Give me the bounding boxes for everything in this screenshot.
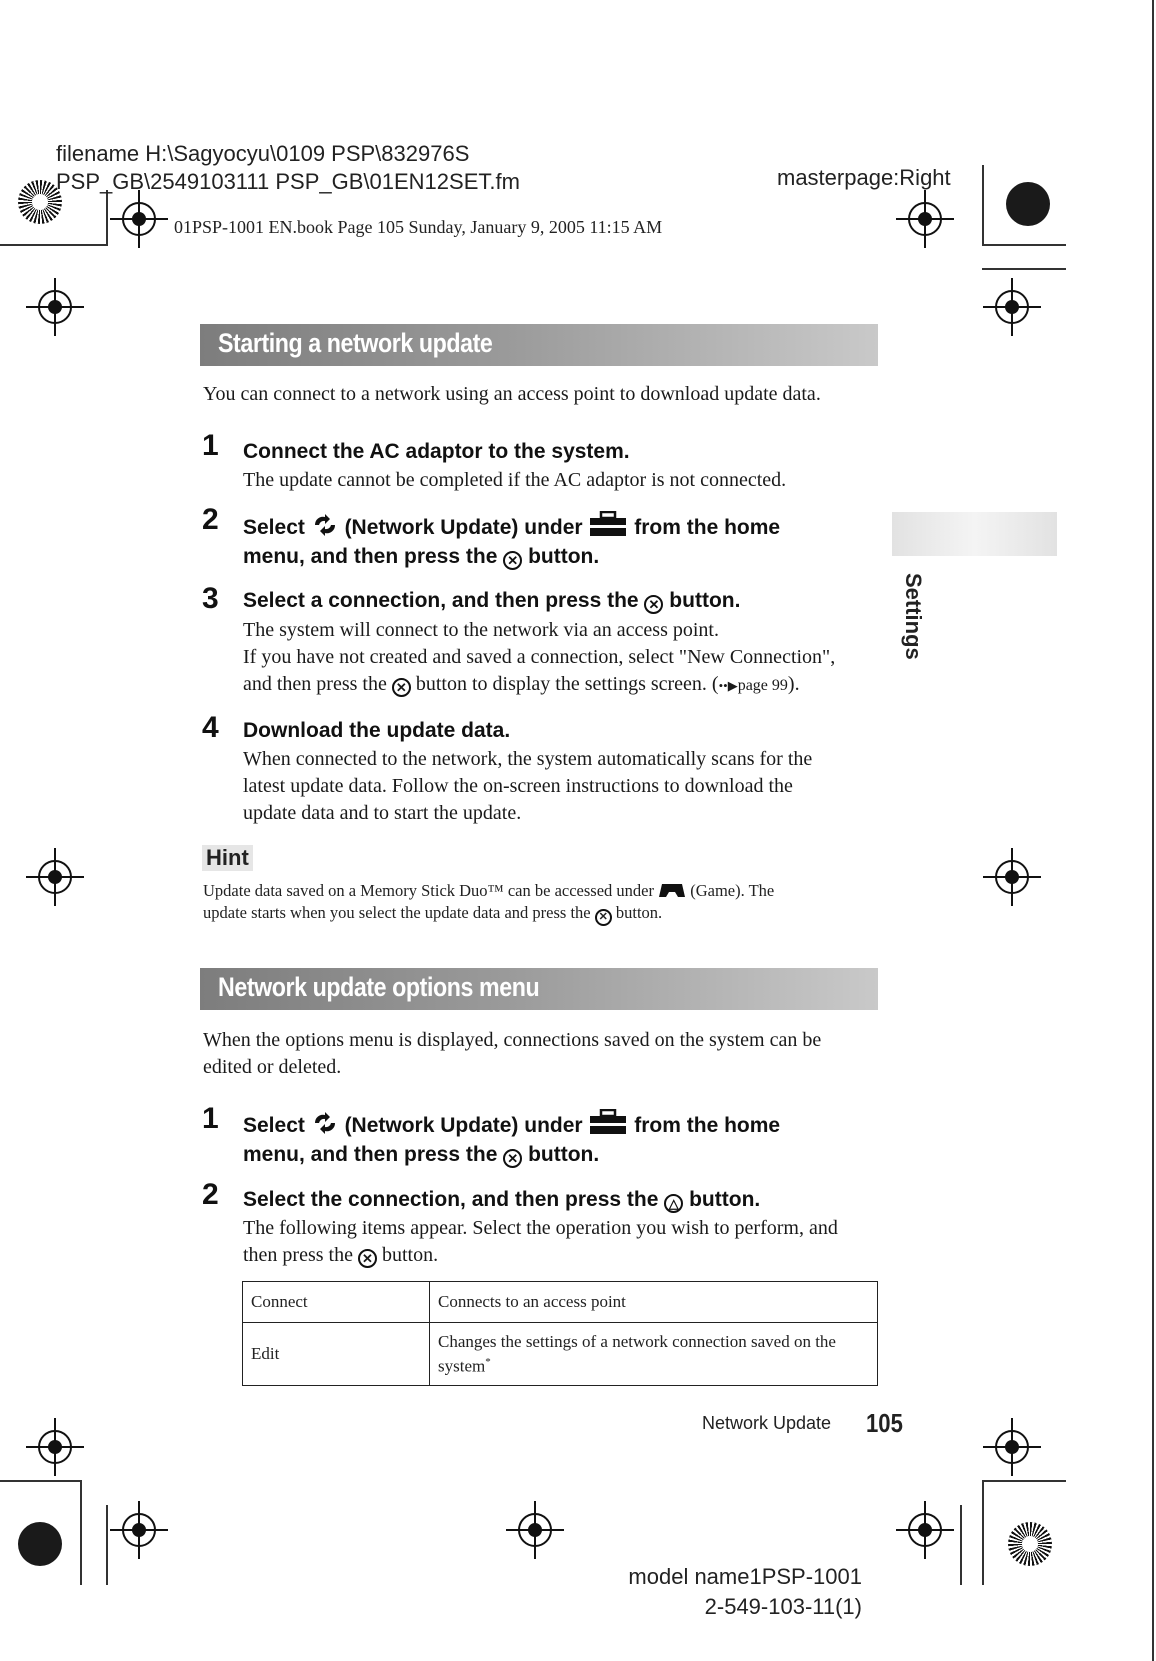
step-number: 1 [202,1102,219,1135]
options-table [242,1281,878,1386]
step-body-part: button. [381,1244,439,1266]
crop-sunburst-mark [1008,1522,1052,1566]
model-line: model name1PSP-1001 [628,1564,862,1589]
header-masterpage: masterpage:Right [777,165,951,190]
footnote-mark: * [485,1355,491,1368]
step-title [243,1109,780,1169]
game-controller-icon [658,881,686,899]
crop-solid-mark [1006,182,1050,226]
settings-toolbox-icon [588,511,628,537]
filename-line-1: filename H:\Sagyocyu\0109 PSP\832976S [56,141,470,166]
step-body [243,1215,838,1269]
step-body: The update cannot be completed if the AC adaptor is not connected. [243,469,787,491]
settings-toolbox-icon [588,1109,628,1135]
step-title-part: from the home [634,516,781,539]
filename-line-2: PSP_GB\2549103111 PSP_GB\01EN12SET.fm [56,169,520,194]
step-title [243,1185,760,1214]
registration-mark [995,1430,1029,1464]
intro-line: When the options menu is displayed, connections saved on the system can be [203,1029,822,1051]
step-title-part: (Network Update) under [344,1114,583,1137]
cross-button-icon: ✕ [392,678,411,697]
step-title [243,586,740,615]
crop-line [982,268,1066,270]
step-title [243,511,780,571]
table-cell-desc: Connects to an access point [430,1282,878,1323]
registration-mark [38,290,72,324]
registration-mark [995,860,1029,894]
step-number: 2 [202,1178,219,1211]
step-number: 1 [202,429,219,462]
table-desc-text: Changes the settings of a network connection saved on the system [438,1331,836,1376]
step-title-part: button. [689,1188,761,1211]
sidebar-tab-decoration [892,512,1057,556]
header-book-line: 01PSP-1001 EN.book Page 105 Sunday, January 9, 2005 11:15 AM [174,217,663,237]
cross-button-icon: ✕ [595,909,612,926]
cross-button-icon: ✕ [503,551,522,570]
step-body [243,746,812,827]
footer-section-name: Network Update [702,1413,832,1433]
hint-part: Update data saved on a Memory Stick Duo™ can be accessed under [203,881,654,900]
crop-line [982,244,1066,246]
hint-label: Hint [202,845,253,871]
crop-solid-mark [18,1522,62,1566]
network-update-icon [311,1111,339,1135]
step-title-part: Select the connection, and then press the [243,1188,659,1211]
hint-line [203,880,863,902]
registration-mark [38,860,72,894]
registration-mark [908,202,942,236]
header-filename [56,140,520,196]
step-title-part: button. [669,589,741,612]
model-line: 2-549-103-11(1) [704,1594,862,1619]
section-intro [203,1027,821,1081]
registration-mark [908,1513,942,1547]
step-title-part: Select [243,516,305,539]
intro-line: edited or deleted. [203,1056,342,1078]
section-banner-starting [200,324,878,366]
triangle-button-icon: △ [664,1194,683,1213]
hint-part: update starts when you select the update data and press the [203,903,591,922]
hint-body [203,880,863,926]
section-title: Starting a network update [218,328,493,358]
step-title-part: menu, and then press the [243,1143,498,1166]
section-intro: You can connect to a network using an access point to download update data. [203,383,821,405]
crop-line [982,1480,1066,1482]
crop-line [982,1480,984,1585]
step-body-part: then press the [243,1244,353,1266]
crop-line [0,244,106,246]
step-number: 2 [202,503,219,536]
table-row [243,1323,878,1386]
network-update-icon [311,513,339,537]
crop-line [80,1480,82,1585]
hint-part: button. [615,903,663,922]
cross-button-icon: ✕ [358,1249,377,1268]
hint-line [203,902,863,926]
section-title: Network update options menu [218,972,540,1002]
step-body-part: ). [787,673,800,695]
crop-line [106,1505,108,1585]
chapter-label-text: Settings [901,573,926,660]
step-title-part: button. [528,545,600,568]
step-body [243,617,835,699]
step-number: 4 [202,711,219,744]
cross-button-icon: ✕ [644,595,663,614]
step-body-line [243,671,835,699]
footer-model-info [618,1562,862,1622]
step-title-part: menu, and then press the [243,545,498,568]
crop-line [106,190,108,246]
step-title: Connect the AC adaptor to the system. [243,440,630,463]
footer-page-number: 105 [866,1408,903,1438]
step-title-part: button. [528,1143,600,1166]
step-body-line: The following items appear. Select the operation you wish to perform, and [243,1217,838,1239]
step-number: 3 [202,582,219,615]
section-banner-options [200,968,878,1010]
page-reference: page 99 [737,677,788,694]
step-title-part: Select a connection, and then press the [243,589,639,612]
step-body-line: latest update data. Follow the on-screen instructions to download the [243,775,793,797]
registration-mark [122,1513,156,1547]
registration-mark [995,290,1029,324]
table-row [243,1282,878,1323]
step-title: Download the update data. [243,719,511,742]
step-body-line [243,1242,838,1269]
crop-line [982,165,984,245]
step-body-line: update data and to start the update. [243,802,522,824]
table-cell-item: Connect [243,1282,430,1323]
step-body-line: If you have not created and saved a connection, select "New Connection", [243,646,836,668]
registration-mark [122,202,156,236]
step-body-part: button to display the settings screen. ( [415,673,719,695]
table-cell-desc [430,1323,878,1386]
page-ref-arrow-icon: ••▶ [718,678,738,693]
step-title-part: (Network Update) under [344,516,583,539]
registration-mark [518,1513,552,1547]
step-body-line: The system will connect to the network via an access point. [243,619,719,641]
step-title-part: Select [243,1114,305,1137]
step-body-line: When connected to the network, the system automatically scans for the [243,748,813,770]
hint-part: (Game). The [690,881,775,900]
table-cell-item: Edit [243,1323,430,1386]
crop-line [0,1480,80,1482]
step-body-part: and then press the [243,673,387,695]
cross-button-icon: ✕ [503,1149,522,1168]
step-title-part: from the home [634,1114,781,1137]
crop-line [960,1505,962,1585]
crop-line [1152,0,1154,1661]
registration-mark [38,1430,72,1464]
sidebar-chapter-label [893,570,926,680]
